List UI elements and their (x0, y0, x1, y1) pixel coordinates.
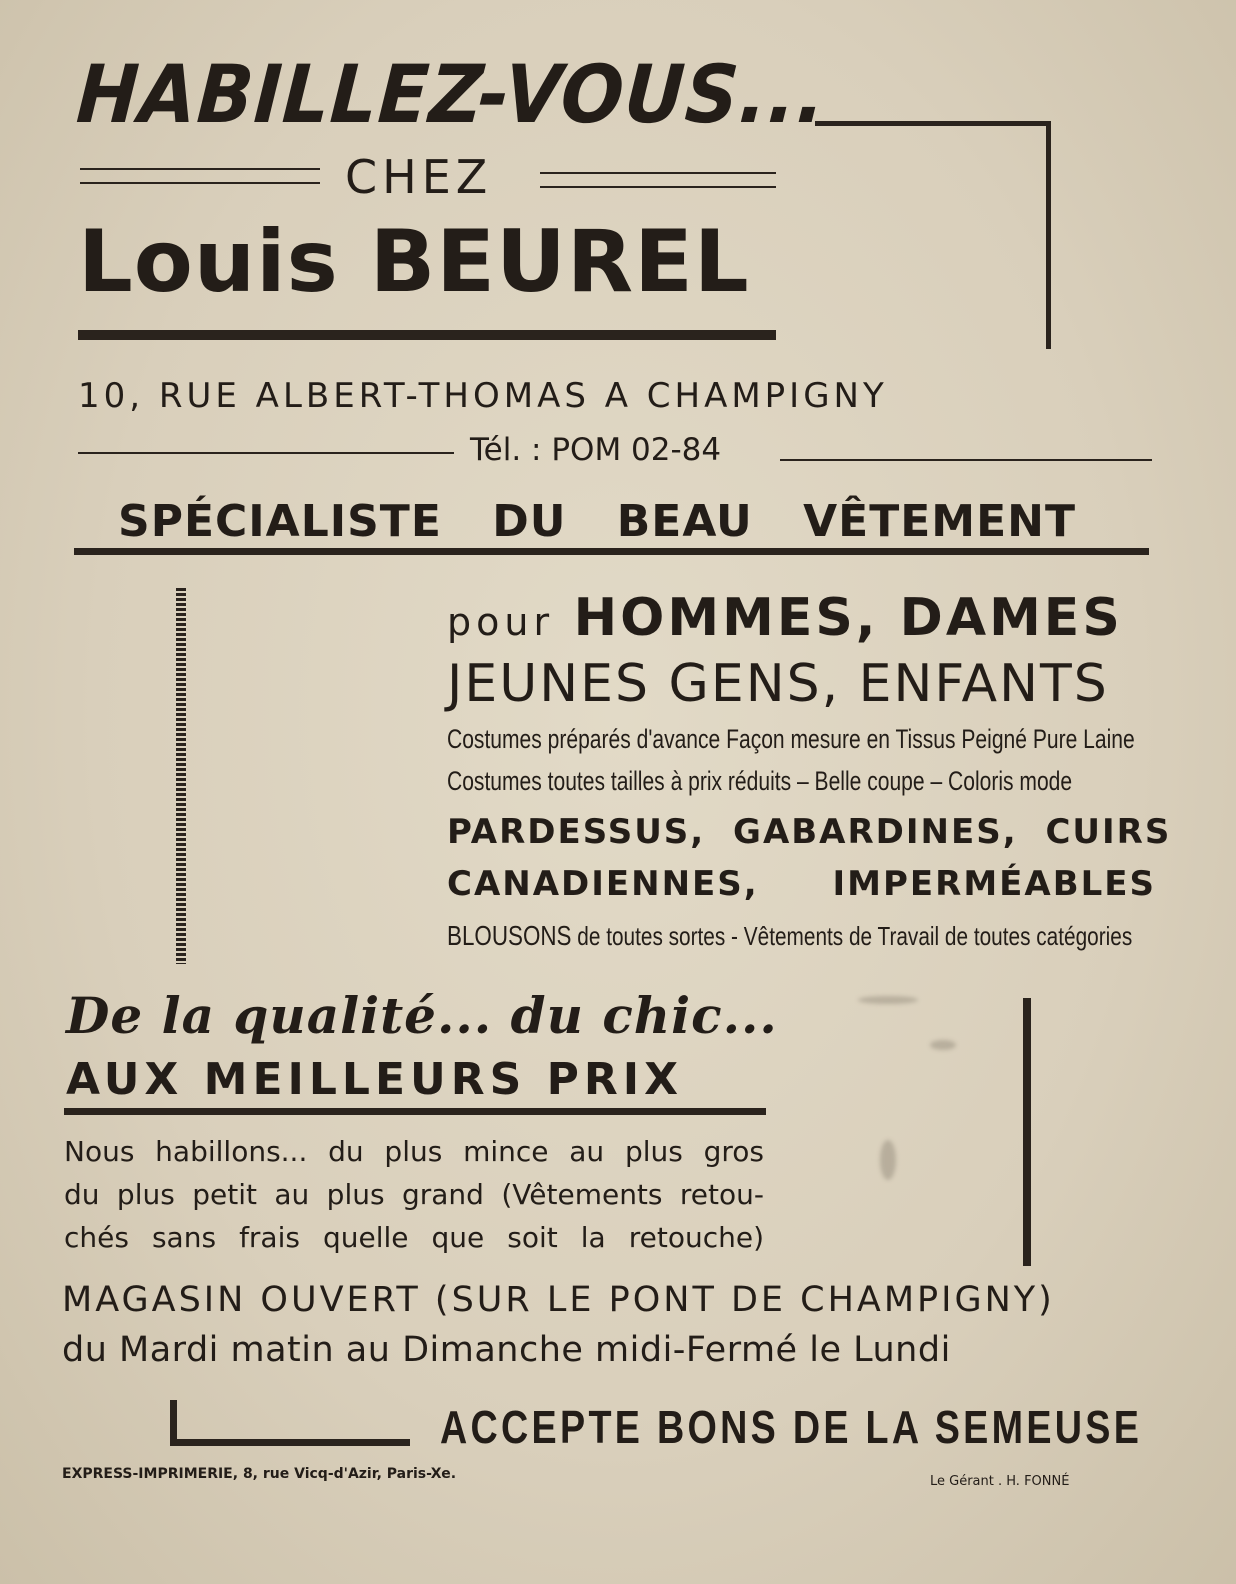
shop-name (78, 212, 750, 312)
audience-prefix: pour (447, 600, 555, 644)
bracket-horizontal (170, 1439, 410, 1446)
paper-stain (930, 1040, 956, 1050)
chez-rule-right-1 (540, 172, 776, 174)
audience-line-1 (447, 588, 1123, 648)
best-prices-heading: AUX MEILLEURS PRIX (66, 1054, 684, 1105)
chez-rule-left-2 (80, 182, 320, 184)
specialty-heading: SPÉCIALISTE DU BEAU VÊTEMENT (118, 496, 1076, 547)
shop-first-name: Louis (78, 212, 339, 312)
name-underline (78, 330, 776, 340)
blousons-rest: de toutes sortes - Vêtements de Travail de toutes catégories (577, 921, 1133, 951)
audience-line-2: JEUNES GENS, ENFANTS (447, 654, 1109, 714)
best-prices-underline (64, 1108, 766, 1115)
frame-right-line (1046, 121, 1051, 349)
audience-men-women: HOMMES, DAMES (573, 588, 1123, 648)
paper-stain (880, 1140, 896, 1180)
chez-rule-right-2 (540, 186, 776, 188)
fit-line-1: Nous habillons... du plus mince au plus gros (64, 1135, 764, 1168)
store-open-line: MAGASIN OUVERT (SUR LE PONT DE CHAMPIGNY) (62, 1280, 1055, 1320)
slogan: De la qualité... du chic... (66, 986, 778, 1045)
dotted-left-rule (176, 588, 186, 964)
vouchers-line: ACCEPTE BONS DE LA SEMEUSE (440, 1401, 1143, 1453)
manager-credit: Le Gérant . H. FONNÉ (930, 1474, 1070, 1489)
headline: HABILLEZ-VOUS... (74, 48, 829, 141)
blousons-line (447, 920, 1132, 952)
fit-paragraph (64, 1130, 764, 1259)
costumes-line-1: Costumes préparés d'avance Façon mesure en Tissus Peigné Pure Laine (447, 724, 1135, 754)
specialty-underline (74, 548, 1149, 555)
fit-line-3: chés sans frais quelle que soit la retouche) (64, 1221, 764, 1254)
phone-rule-left (78, 452, 454, 454)
paper-stain (858, 996, 918, 1004)
costumes-line-2: Costumes toutes tailles à prix réduits – Belle coupe – Coloris mode (447, 766, 1073, 796)
chez-text: CHEZ (345, 150, 493, 204)
items-line-2: CANADIENNES, IMPERMÉABLES (447, 864, 1156, 904)
fit-line-2: du plus petit au plus grand (Vêtements retou- (64, 1178, 764, 1211)
shop-last-name: BEUREL (369, 212, 750, 312)
shop-phone: Tél. : POM 02-84 (470, 432, 722, 468)
frame-top-line (815, 121, 1051, 126)
items-line-1: PARDESSUS, GABARDINES, CUIRS (447, 812, 1172, 852)
printer-credit: EXPRESS-IMPRIMERIE, 8, rue Vicq-d'Azir, Paris-Xe. (62, 1466, 457, 1482)
blousons-caps: BLOUSONS (447, 920, 572, 951)
chez-rule-left-1 (80, 168, 320, 170)
right-vertical-rule (1023, 998, 1031, 1266)
shop-address: 10, RUE ALBERT-THOMAS A CHAMPIGNY (78, 376, 888, 416)
phone-rule-right (780, 459, 1152, 461)
store-hours-line: du Mardi matin au Dimanche midi-Fermé le Lundi (62, 1330, 951, 1370)
